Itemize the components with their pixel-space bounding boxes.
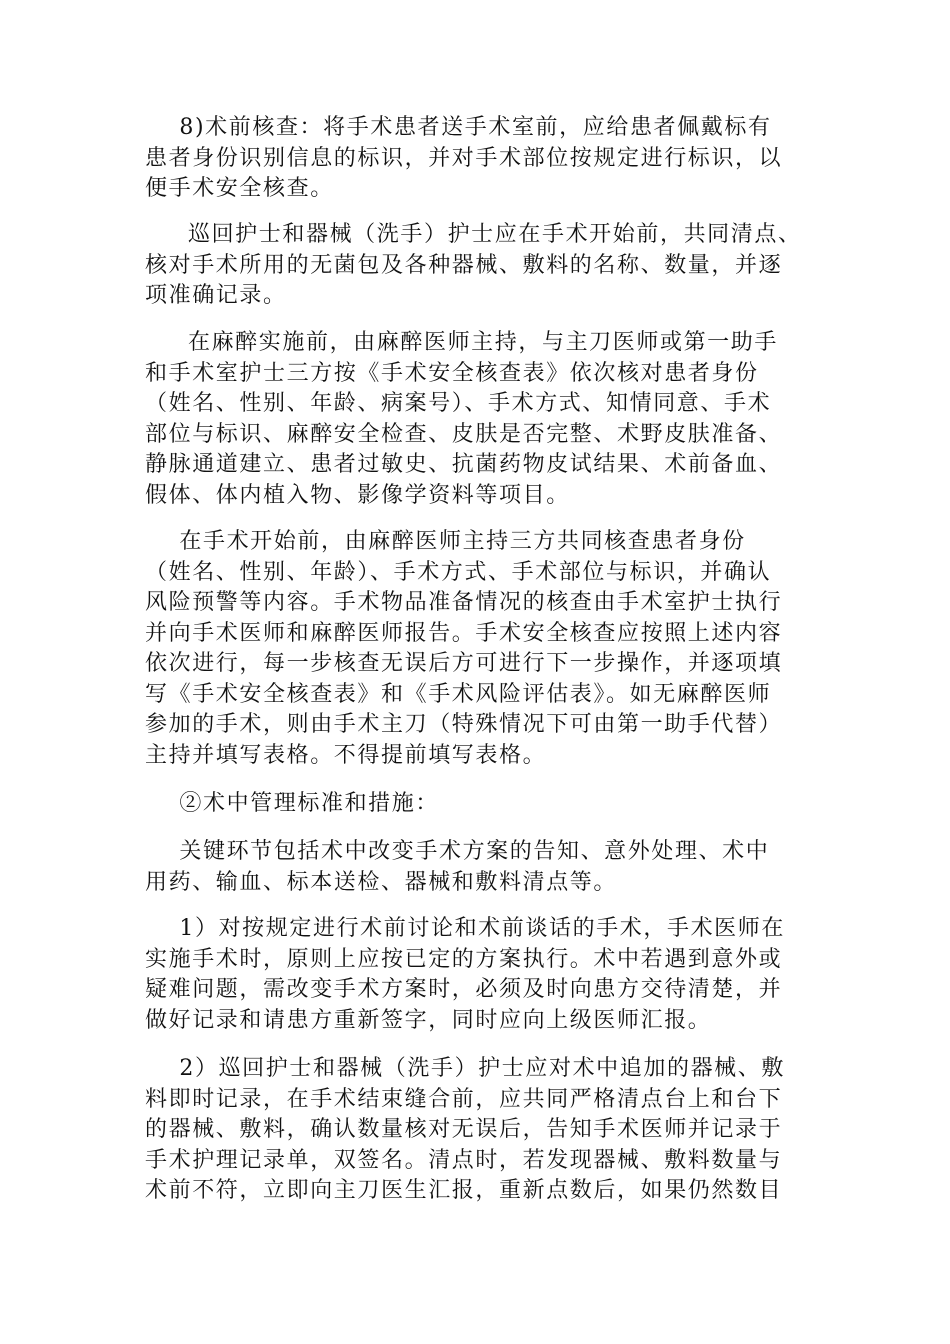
paragraph-line: 主持并填写表格。不得提前填写表格。 bbox=[145, 742, 547, 768]
paragraph-line: 便手术安全核查。 bbox=[145, 176, 334, 201]
paragraph-line: 参加的手术，则由手术主刀（特殊情况下可由第一助手代替） bbox=[145, 712, 783, 737]
paragraph-line: 部位与标识、麻醉安全检查、皮肤是否完整、术野皮肤准备、 bbox=[145, 421, 783, 447]
paragraph-line: 依次进行，每一步核查无误后方可进行下一步操作，并逐项填 bbox=[145, 651, 783, 676]
paragraph-line: 手术护理记录单，双签名。清点时，若发现器械、敷料数量与 bbox=[145, 1147, 783, 1173]
paragraph-pre-surgery-check bbox=[145, 527, 825, 771]
paragraph-line: 巡回护士和器械（洗手）护士应在手术开始前，共同清点、 bbox=[145, 222, 802, 247]
paragraph-pre-anesthesia-check bbox=[145, 328, 825, 511]
paragraph-line: 2）巡回护士和器械（洗手）护士应对术中追加的器械、敷 bbox=[145, 1056, 785, 1081]
paragraph-line: 1）对按规定进行术前讨论和术前谈话的手术，手术医师在 bbox=[145, 916, 785, 941]
section-heading: ②术中管理标准和措施： bbox=[145, 791, 439, 816]
paragraph-line: 的器械、敷料，确认数量核对无误后，告知手术医师并记录于 bbox=[145, 1117, 783, 1142]
paragraph-line: 静脉通道建立、患者过敏史、抗菌药物皮试结果、术前备血、 bbox=[145, 452, 783, 477]
paragraph-line: 在麻醉实施前，由麻醉医师主持，与主刀医师或第一助手 bbox=[145, 330, 778, 355]
paragraph-line: 疑难问题，需改变手术方案时，必须及时向患方交待清楚，并 bbox=[145, 977, 783, 1002]
paragraph-line: 患者身份识别信息的标识，并对手术部位按规定进行标识，以 bbox=[145, 145, 783, 171]
section-heading-intraop bbox=[145, 789, 825, 820]
paragraph-line: 并向手术医师和麻醉医师报告。手术安全核查应按照上述内容 bbox=[145, 620, 783, 646]
paragraph-line: 核对手术所用的无菌包及各种器械、敷料的名称、数量，并逐 bbox=[145, 252, 783, 278]
paragraph-plan-change bbox=[145, 914, 825, 1036]
paragraph-line: 做好记录和请患方重新签字，同时应向上级医师汇报。 bbox=[145, 1007, 712, 1033]
paragraph-line: 实施手术时，原则上应按已定的方案执行。术中若遇到意外或 bbox=[145, 946, 783, 972]
paragraph-line: 关键环节包括术中改变手术方案的告知、意外处理、术中 bbox=[145, 839, 770, 864]
paragraph-line: 术前不符，立即向主刀医生汇报，重新点数后，如果仍然数目 bbox=[145, 1178, 783, 1203]
paragraph-instrument-recount bbox=[145, 1054, 825, 1207]
paragraph-preop-check bbox=[145, 113, 825, 205]
paragraph-line: （姓名、性别、年龄、病案号）、手术方式、知情同意、手术 bbox=[145, 391, 772, 416]
paragraph-line: 项准确记录。 bbox=[145, 283, 287, 308]
paragraph-line: 料即时记录，在手术结束缝合前，应共同严格清点台上和台下 bbox=[145, 1086, 783, 1112]
paragraph-line: 风险预警等内容。手术物品准备情况的核查由手术室护士执行 bbox=[145, 590, 783, 615]
paragraph-line: 和手术室护士三方按《手术安全核查表》依次核对患者身份 bbox=[145, 360, 759, 386]
paragraph-line: 8)术前核查：将手术患者送手术室前，应给患者佩戴标有 bbox=[145, 115, 772, 140]
paragraph-line: 假体、体内植入物、影像学资料等项目。 bbox=[145, 482, 570, 508]
paragraph-line: 写《手术安全核查表》和《手术风险评估表》。如无麻醉医师 bbox=[145, 681, 772, 707]
paragraph-line: 用药、输血、标本送检、器械和敷料清点等。 bbox=[145, 869, 618, 895]
paragraph-instrument-count bbox=[145, 220, 825, 312]
paragraph-key-steps bbox=[145, 837, 825, 898]
paragraph-line: 在手术开始前，由麻醉医师主持三方共同核查患者身份 bbox=[145, 529, 746, 554]
paragraph-line: （姓名、性别、年龄）、手术方式、手术部位与标识，并确认 bbox=[145, 559, 772, 585]
